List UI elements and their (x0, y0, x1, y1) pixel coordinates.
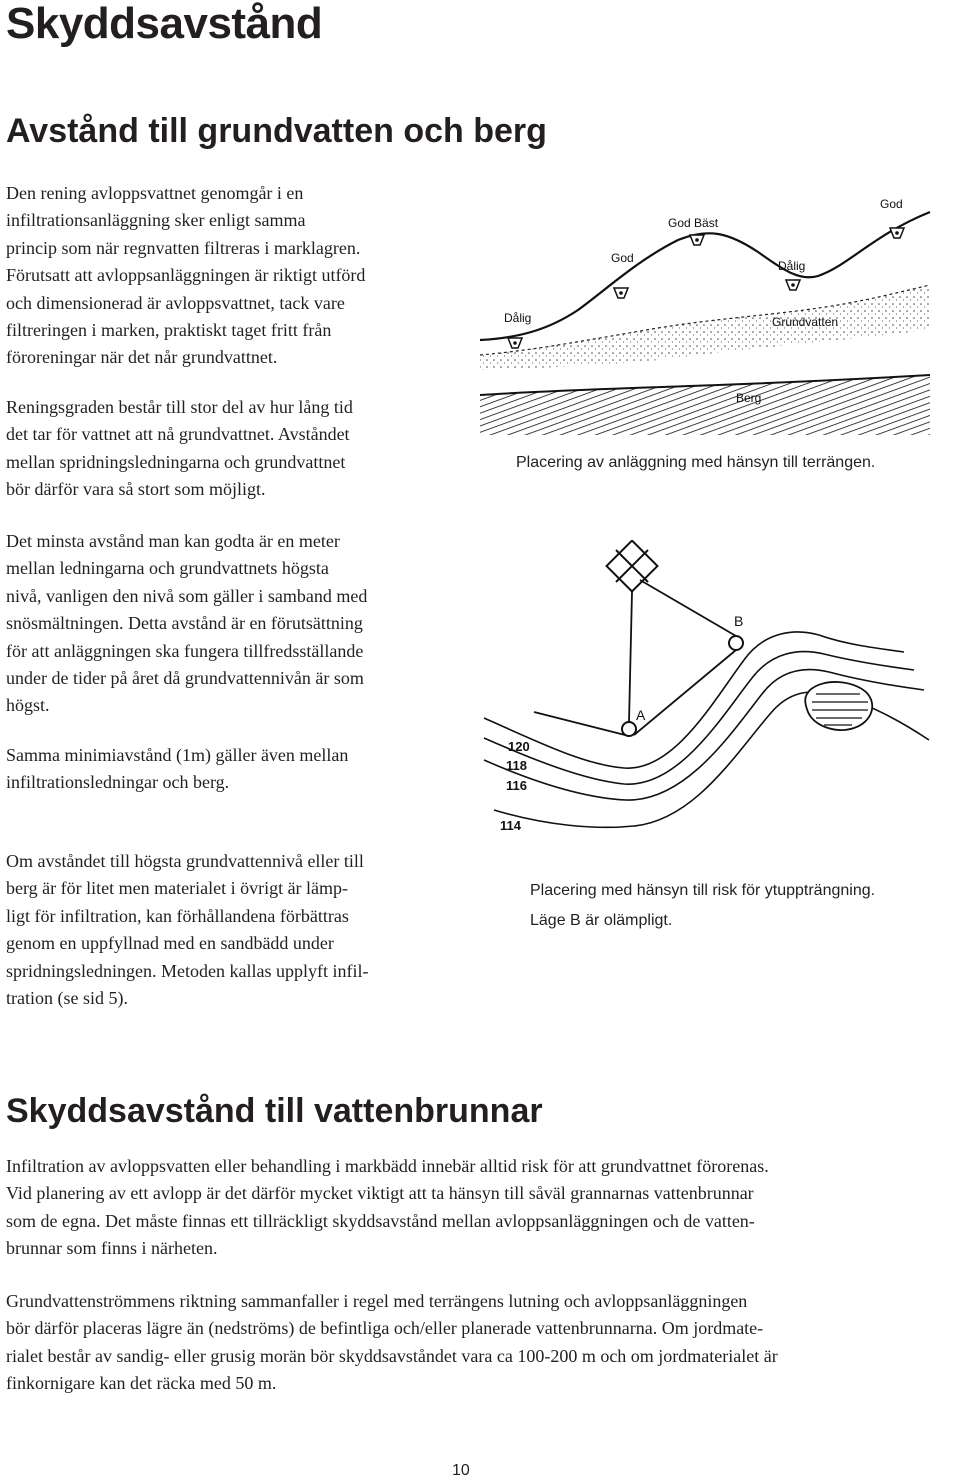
marker-god-right (890, 228, 904, 238)
well-icon (607, 541, 658, 592)
paragraph-well-risk (6, 1153, 769, 1263)
caption-line: Läge B är olämpligt. (530, 912, 673, 929)
position-a-marker (622, 722, 636, 736)
section-heading-groundwater: Avstånd till grundvatten och berg (6, 112, 547, 150)
pond-area (805, 682, 872, 730)
label-contour-114: 114 (500, 818, 521, 833)
bedrock-area (480, 375, 930, 435)
text-line: bör därför vara så stort som möjligt. (6, 479, 266, 500)
text-line: princip som när regnvatten filtreras i marklagren. (6, 237, 361, 258)
label-contour-118: 118 (506, 758, 527, 773)
text-line: spridningsledningen. Metoden kallas upplyft infil- (6, 960, 369, 981)
line-a-to-left (534, 712, 629, 736)
label-contour-120: 120 (508, 739, 530, 754)
text-line: tration (se sid 5). (6, 988, 128, 1009)
label-dalig-mid: Dålig (778, 259, 806, 273)
text-line: Om avståndet till högsta grundvattennivå eller till (6, 851, 364, 871)
text-line: rialet består av sandig- eller grusig morän bör skyddsavståndet vara ca 100-200 m och om jordmaterialet är (6, 1345, 778, 1366)
text-line: Grundvattenströmmens riktning sammanfaller i regel med terrängens lutning och avloppsanläggningen (6, 1291, 748, 1311)
label-contour-116: 116 (506, 778, 527, 793)
text-line: infiltrationsledningar och berg. (6, 772, 230, 793)
page-number: 10 (452, 1462, 470, 1479)
text-line: under de tider på året då grundvattennivån är som (6, 668, 364, 689)
label-god-left: God (611, 251, 634, 265)
paragraph-groundwater-flow (6, 1288, 778, 1398)
marker-dalig-left (508, 338, 522, 348)
line-well-to-a (629, 592, 632, 722)
label-position-a: A (636, 707, 646, 723)
text-line: nivå, vanligen den nivå som gäller i samband med (6, 585, 368, 606)
marker-dalig-mid (786, 280, 800, 290)
text-line: mellan spridningsledningarna och grundvattnet (6, 451, 346, 472)
figure-caption-contour (530, 876, 875, 936)
paragraph-raised-infiltration (6, 848, 368, 1012)
text-line: Reningsgraden består till stor del av hur lång tid (6, 397, 353, 417)
contour-map-figure (474, 540, 934, 835)
text-line: och dimensionerad är avloppsvattnet, tack vare (6, 292, 345, 313)
paragraph-bedrock (6, 742, 348, 797)
text-line: snösmältningen. Detta avstånd är en förutsättning (6, 613, 363, 634)
label-position-b: B (734, 613, 744, 629)
page-title: Skyddsavstånd (6, 0, 323, 48)
line-well-to-b (640, 580, 736, 636)
text-line: Infiltration av avloppsvatten eller behandling i markbädd innebär alltid risk för att grundvattnet förorenas. (6, 1156, 769, 1176)
text-line: som de egna. Det måste finnas ett tillräckligt skyddsavstånd mellan avloppsanläggningen och de vatten- (6, 1210, 755, 1231)
label-god-right: God (880, 197, 903, 211)
caption-line: Placering med hänsyn till risk för ytuppträngning. (530, 882, 876, 899)
text-line: Det minsta avstånd man kan godta är en meter (6, 531, 340, 551)
text-line: det tar för vattnet att nå grundvattnet. Avståndet (6, 424, 350, 445)
text-line: ligt för infiltration, kan förhållandena förbättras (6, 905, 349, 926)
text-line: högst. (6, 695, 50, 716)
figure-caption-terrain: Placering av anläggning med hänsyn till terrängen. (516, 454, 876, 471)
text-line: för att anläggningen ska fungera tillfredsställande (6, 640, 364, 661)
text-line: Förutsatt att avloppsanläggningen är riktigt utförd (6, 265, 366, 286)
label-god-bast: God Bäst (668, 216, 719, 230)
paragraph-purification (6, 394, 353, 504)
label-grundvatten: Grundvatten (772, 315, 839, 329)
text-line: bör därför placeras lägre än (nedströms) de befintliga och/eller planerade vattenbrunnarna. Om jordmate- (6, 1318, 764, 1339)
paragraph-intro (6, 180, 365, 372)
paragraph-minimum-distance (6, 528, 367, 720)
label-dalig-left: Dålig (504, 311, 532, 325)
text-line: filtreringen i marken, praktiskt taget fritt från (6, 320, 332, 341)
section-heading-wells: Skyddsavstånd till vattenbrunnar (6, 1092, 543, 1130)
terrain-figure (478, 190, 932, 452)
text-line: Samma minimiavstånd (1m) gäller även mellan (6, 745, 349, 765)
text-line: finkornigare kan det räcka med 50 m. (6, 1373, 277, 1394)
text-line: berg är för litet men materialet i övrigt är lämp- (6, 878, 349, 899)
text-line: föroreningar när det når grundvattnet. (6, 347, 278, 368)
text-line: infiltrationsanläggning sker enligt samma (6, 210, 306, 231)
text-line: Den rening avloppsvattnet genomgår i en (6, 183, 304, 203)
marker-god-left (614, 288, 628, 298)
groundwater-band (480, 285, 930, 370)
marker-god-bast (690, 235, 704, 245)
text-line: brunnar som finns i närheten. (6, 1238, 218, 1259)
text-line: Vid planering av ett avlopp är det därför mycket viktigt att ta hänsyn till såväl grannarnas vattenbrunnar (6, 1183, 754, 1204)
position-b-marker (729, 636, 743, 650)
label-berg: Berg (736, 391, 762, 405)
text-line: mellan ledningarna och grundvattnets högsta (6, 558, 329, 579)
text-line: genom en uppfyllnad med en sandbädd under (6, 933, 334, 954)
